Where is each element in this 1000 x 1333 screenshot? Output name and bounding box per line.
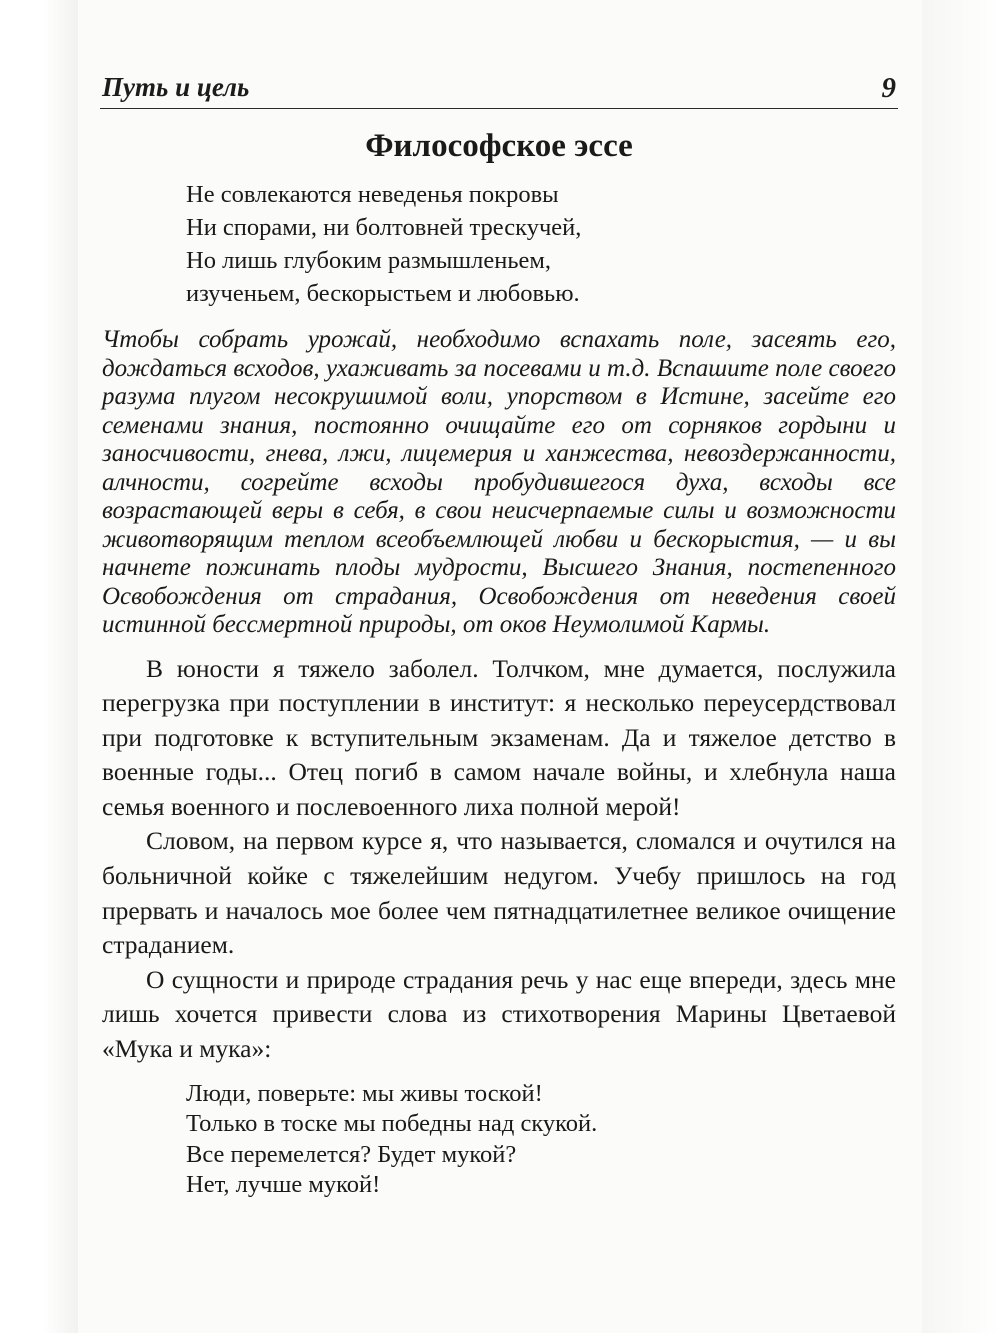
verse-line: Ни спорами, ни болтовней трескучей, xyxy=(186,214,582,241)
verse-line: изученьем, бескорыстьем и любовью. xyxy=(186,280,580,307)
page-body xyxy=(102,118,896,1201)
epigraph-verse xyxy=(102,178,896,310)
page-margin-right xyxy=(922,0,1000,1333)
running-title: Путь и цель xyxy=(102,72,250,102)
verse-line: Не совлекаются неведенья покровы xyxy=(186,181,559,208)
verse-line: Все перемелется? Будет мукой? xyxy=(186,1140,517,1168)
page-number: 9 xyxy=(881,72,896,104)
running-header xyxy=(100,72,898,108)
verse-line: Только в тоске мы победны над скукой. xyxy=(186,1110,598,1138)
page-margin-left xyxy=(0,0,78,1333)
closing-verse xyxy=(102,1079,896,1201)
verse-line: Люди, поверьте: мы живы тоской! xyxy=(186,1079,543,1107)
body-paragraph: В юности я тяжело заболел. Толчком, мне думается, послужила перегрузка при поступлении в институт: я несколько переусердствовал при подготовке к вступительным экзаменам. Да и тяжелое детство в военные годы... Отец погиб в самом начале войны, и хлебнула наша семья военного и послевоенного лиха полной мерой! xyxy=(102,653,896,821)
essay-title: Философское эссе xyxy=(365,128,633,164)
verse-line: Нет, лучше мукой! xyxy=(186,1171,381,1199)
italic-paragraph: Чтобы собрать урожай, необходимо вспахать поле, засеять его, дождаться всходов, ухаживать за посевами и т.д. Вспашите поле своего разума плугом несокрушимой воли, упорством в Истине, засейте его семенами знания, постоянно очищайте его от сорняков гордыни и заносчивости, гнева, лжи, лицемерия и ханжества, невоздержанности, алчности, согрейте всходы пробудившегося духа, всходы все возрастающей веры в себя, в свои неисчерпаемые силы и возможности животворящим теплом всеобъемлющей любви и бескорыстия, — и вы начнете пожинать плоды мудрости, Высшего Знания, постепенного Освобождения от страдания, Освобождения от неведения своей истинной бессмертной природы, от оков Неумолимой Кармы. xyxy=(102,326,896,638)
body-paragraph: О сущности и природе страдания речь у нас еще впереди, здесь мне лишь хочется привести слова из стихотворения Марины Цветаевой «Мука и мука»: xyxy=(102,964,896,1064)
body-paragraph: Словом, на первом курсе я, что называется, сломался и очутился на больничной койке с тяжелейшим недугом. Учебу пришлось на год прервать и началось мое более чем пятнадцатилетнее великое очищение страданием. xyxy=(102,826,896,960)
verse-line: Но лишь глубоким размышленьем, xyxy=(186,247,552,274)
header-divider xyxy=(100,108,898,109)
